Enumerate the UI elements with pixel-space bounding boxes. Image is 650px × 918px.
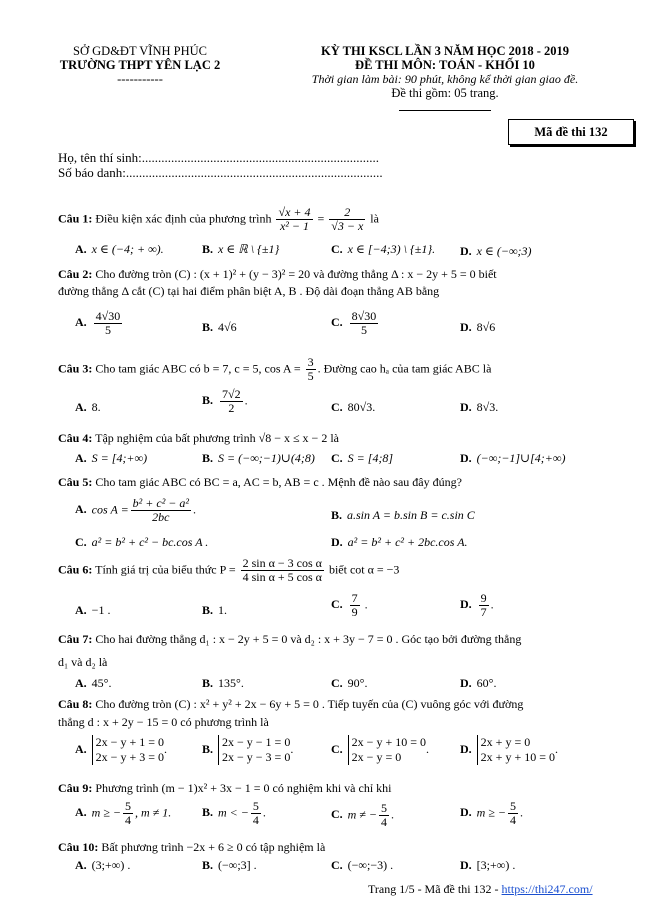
question-8-line2: thẳng d : x + 2y − 15 = 0 có phương trình là	[58, 715, 269, 729]
question-text: Tập nghiệm của bất phương trình √8 − x ≤ x − 2 là	[95, 431, 339, 445]
question-4	[58, 431, 339, 446]
question-tail: là	[370, 211, 379, 226]
option-b[interactable]: B. 135°.	[202, 676, 244, 690]
option-b[interactable]: B. 2x − y − 1 = 0 2x − y − 3 = 0 .	[202, 735, 294, 764]
option-b[interactable]: B. (−∞;3] .	[202, 858, 257, 872]
header-divider	[399, 110, 491, 111]
option-b[interactable]: B. m < − $\frac{5}{4}$ .	[202, 799, 266, 827]
fraction: $\frac{2}{√3 - x}$	[331, 205, 364, 233]
option-c[interactable]: C. 80√3.	[331, 400, 376, 414]
question-label: Câu 5:	[58, 475, 93, 489]
option-b[interactable]: B. 1.	[202, 603, 228, 617]
option-c[interactable]: C. 90°.	[331, 676, 368, 690]
question-text: Cho tam giác ABC có BC = a, AC = b, AB = c . Mệnh đề nào sau đây đúng?	[95, 475, 462, 489]
question-label: Câu 9:	[58, 781, 93, 795]
question-7-line2: d₁ và d₂ là	[58, 655, 108, 669]
department-name: SỞ GD&ĐT VĨNH PHÚC	[73, 44, 207, 58]
question-5	[58, 475, 462, 490]
question-text: Cho đường tròn (C) : (x + 1)² + (y − 3)² = 20 và đường thẳng Δ : x − 2y + 5 = 0 biết	[95, 267, 497, 281]
option-c[interactable]: C. S = [4;8]	[331, 451, 394, 465]
student-name-field[interactable]: Họ, tên thí sinh:.........................................................................	[58, 150, 380, 165]
option-c[interactable]: C. $\frac{7}{9}$ .	[331, 591, 368, 619]
question-6	[58, 557, 399, 584]
question-7	[58, 632, 521, 647]
exam-code-box: Mã đề thi 132	[508, 119, 634, 145]
question-label: Câu 6:	[58, 562, 93, 577]
option-c[interactable]: C. 2x − y + 10 = 0 2x − y = 0 .	[331, 735, 429, 764]
fraction: $\frac{√x + 4}{\text{x² − 1}}$	[278, 205, 311, 233]
equals-sign: =	[317, 211, 325, 226]
option-a[interactable]: A. $\frac{4√30}{5}$	[75, 309, 121, 337]
question-9	[58, 781, 392, 796]
footer-link[interactable]: https://thi247.com/	[501, 882, 593, 896]
option-c[interactable]: C. (−∞;−3) .	[331, 858, 394, 872]
question-10	[58, 840, 325, 855]
option-d[interactable]: D. 8√3.	[460, 400, 499, 414]
question-text: Cho đường tròn (C) : x² + y² + 2x − 6y + 5 = 0 . Tiếp tuyến của (C) vuông góc với đường	[95, 697, 524, 711]
option-d[interactable]: D. x ∈ (−∞;3)	[460, 244, 532, 258]
option-d[interactable]: D. 60°.	[460, 676, 497, 690]
option-d[interactable]: D. m ≥ − $\frac{5}{4}$ .	[460, 799, 524, 827]
question-label: Câu 3:	[58, 361, 93, 376]
option-a[interactable]: A. −1 .	[75, 603, 111, 617]
option-a[interactable]: A. cos A = $\frac{\text{b² + c² − a²}}{2bc}$ .	[75, 496, 196, 524]
option-c[interactable]: C. m ≠ − $\frac{5}{4}$ .	[331, 801, 395, 829]
option-d[interactable]: D. [3;+∞) .	[460, 858, 516, 872]
option-d[interactable]: D. 2x + y = 0 2x + y + 10 = 0 .	[460, 735, 558, 764]
question-label: Câu 8:	[58, 697, 93, 711]
exam-subject: ĐỀ THI MÔN: TOÁN - KHỐI 10	[355, 58, 535, 72]
question-8	[58, 697, 523, 712]
option-c[interactable]: C. $\frac{8√30}{5}$	[331, 309, 377, 337]
option-d[interactable]: D. 8√6	[460, 320, 496, 334]
exam-title: KỲ THI KSCL LẦN 3 NĂM HỌC 2018 - 2019	[320, 44, 570, 58]
question-text: Bất phương trình −2x + 6 ≥ 0 có tập nghiệm là	[101, 840, 326, 854]
fraction: $\frac{\text{2 sin α − 3 cos α}}{\text{4 sin α + 5 cos α}}$	[242, 556, 322, 584]
option-a[interactable]: A. 2x − y + 1 = 0 2x − y + 3 = 0 .	[75, 735, 167, 764]
option-a[interactable]: A. x ∈ (−4; + ∞).	[75, 242, 164, 256]
option-c[interactable]: C. a² = b² + c² − bc.cos A .	[75, 535, 209, 549]
page-footer	[368, 882, 593, 897]
question-label: Câu 1:	[58, 211, 93, 226]
question-label: Câu 2:	[58, 267, 93, 281]
option-a[interactable]: A. S = [4;+∞)	[75, 451, 148, 465]
question-tail: . Đường cao hₐ của tam giác ABC là	[317, 361, 492, 376]
time-note: Thời gian làm bài: 90 phút, không kể thời gian giao đề.	[311, 72, 579, 86]
school-rule: -----------	[117, 72, 163, 86]
student-id-field[interactable]: Số báo danh:...............................................................................	[58, 165, 383, 180]
question-label: Câu 7:	[58, 632, 93, 646]
option-b[interactable]: B. S = (−∞;−1)∪(4;8)	[202, 451, 315, 465]
question-2	[58, 267, 497, 282]
option-d[interactable]: D. a² = b² + c² + 2bc.cos A.	[331, 535, 468, 549]
option-a[interactable]: A. 45°.	[75, 676, 112, 690]
option-d[interactable]: D. $\frac{9}{7}$ .	[460, 591, 494, 619]
option-c[interactable]: C. x ∈ [−4;3) \ {±1}.	[331, 242, 436, 256]
question-3	[58, 356, 491, 383]
option-b[interactable]: B. $\frac{7√2}{2}$ .	[202, 387, 248, 415]
footer-text: Trang 1/5 - Mã đề thi 132 -	[368, 882, 502, 896]
option-b[interactable]: B. a.sin A = b.sin B = c.sin C	[331, 508, 475, 522]
fraction: $\frac{3}{5}$	[307, 355, 314, 383]
school-name: TRƯỜNG THPT YÊN LẠC 2	[59, 58, 221, 72]
option-a[interactable]: A. 8.	[75, 400, 101, 414]
question-tail: biết cot α = −3	[328, 562, 400, 577]
option-d[interactable]: D. (−∞;−1]∪[4;+∞)	[460, 451, 566, 465]
question-2-line2: đường thẳng Δ cắt (C) tại hai điểm phân biệt A, B . Độ dài đoạn thẳng AB bằng	[58, 284, 440, 298]
option-a[interactable]: A. m ≥ − $\frac{5}{4}$ , m ≠ 1.	[75, 799, 172, 827]
question-label: Câu 10:	[58, 840, 99, 854]
question-text: Điều kiện xác định của phương trình	[95, 211, 272, 226]
question-text: Tính giá trị của biểu thức P =	[95, 562, 236, 577]
question-1	[58, 206, 379, 233]
option-b[interactable]: B. 4√6	[202, 320, 237, 334]
question-text: Cho hai đường thẳng d₁ : x − 2y + 5 = 0 và d₂ : x + 3y − 7 = 0 . Góc tạo bởi đường thẳng	[95, 632, 522, 646]
header-right	[255, 44, 635, 114]
pages-note: Đề thi gồm: 05 trang.	[391, 86, 499, 100]
question-text: Cho tam giác ABC có b = 7, c = 5, cos A =	[95, 361, 301, 376]
option-a[interactable]: A. (3;+∞) .	[75, 858, 131, 872]
question-label: Câu 4:	[58, 431, 93, 445]
question-text: Phương trình (m − 1)x² + 3x − 1 = 0 có nghiệm khi và chỉ khi	[95, 781, 392, 795]
header-left	[55, 44, 225, 86]
option-b[interactable]: B. x ∈ ℝ \ {±1}	[202, 242, 280, 256]
